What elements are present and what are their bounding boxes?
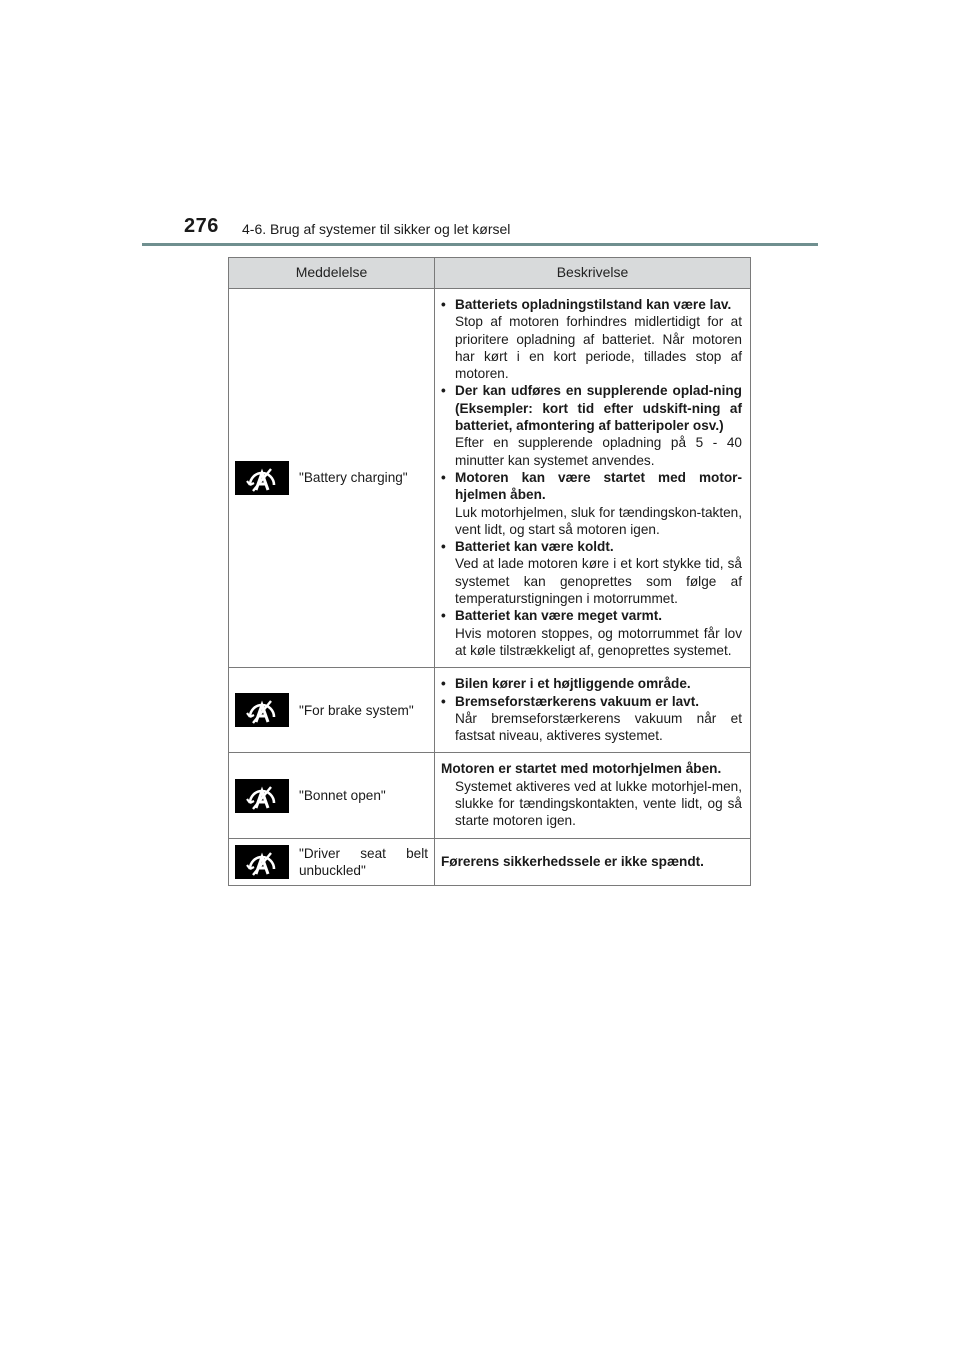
bullet-icon: • xyxy=(441,676,446,692)
table-row xyxy=(229,753,751,838)
bullet-icon: • xyxy=(441,693,446,709)
item-heading: Der kan udføres en supplerende oplad-ning (Eksempler: kort tid efter udskift-ning af batteriet, afmontering af batteripoler osv.) xyxy=(455,383,742,434)
list-item xyxy=(441,538,742,607)
page-number: 276 xyxy=(184,215,219,237)
table-header-row xyxy=(229,258,751,289)
section-title: 4-6. Brug af systemer til sikker og let kørsel xyxy=(242,221,511,237)
item-heading: Motoren er startet med motorhjelmen åben. xyxy=(441,761,722,777)
item-heading: Batteriet kan være meget varmt. xyxy=(455,608,663,624)
list-item xyxy=(441,296,742,382)
stop-start-off-icon xyxy=(235,779,289,813)
header-rule xyxy=(142,243,818,246)
list-item xyxy=(441,607,742,659)
message-text: "Driver seat belt unbuckled" xyxy=(299,845,428,878)
list-item xyxy=(441,693,742,745)
message-text: "Battery charging" xyxy=(299,470,408,486)
message-text: "For brake system" xyxy=(299,702,414,718)
message-table xyxy=(228,257,751,886)
table-row xyxy=(229,668,751,753)
message-cell xyxy=(229,838,435,886)
bullet-icon: • xyxy=(441,469,446,485)
description-cell xyxy=(435,838,751,886)
item-body: Systemet aktiveres ved at lukke motorhjel-men, slukke for tændingskontakten, vente lidt, og så starte motoren igen. xyxy=(455,778,742,829)
item-heading: Batteriets opladningstilstand kan være lav. xyxy=(455,297,732,312)
column-header-description: Beskrivelse xyxy=(435,258,751,289)
stop-start-off-icon xyxy=(235,845,289,879)
table-row xyxy=(229,289,751,668)
message-cell xyxy=(229,668,435,753)
bullet-icon: • xyxy=(441,383,446,399)
item-body: Stop af motoren forhindres midlertidigt for at prioritere opladning af batteriet. Når motoren har kørt i en kort periode, tillades stop af motoren. xyxy=(455,314,742,382)
column-header-message: Meddelelse xyxy=(229,258,435,289)
item-heading: Bilen kører i et højtliggende område. xyxy=(455,676,691,692)
bullet-icon: • xyxy=(441,297,446,312)
message-text: "Bonnet open" xyxy=(299,787,386,803)
description-cell xyxy=(435,668,751,753)
item-body: Hvis motoren stoppes, og motorrummet får lov at køle tilstrækkeligt af, genoprettes systemet. xyxy=(455,625,742,658)
stop-start-off-icon xyxy=(235,693,289,727)
item-body: Efter en supplerende opladning på 5 - 40 minutter kan systemet anvendes. xyxy=(455,435,742,468)
item-heading: Bremseforstærkerens vakuum er lavt. xyxy=(455,693,700,709)
message-cell xyxy=(229,289,435,668)
message-cell xyxy=(229,753,435,838)
item-heading: Motoren kan være startet med motor-hjelmen åben. xyxy=(455,469,742,503)
item-body: Ved at lade motoren køre i et kort stykke tid, så systemet kan genoprettes som følge af temperaturstigningen i motorrummet. xyxy=(455,556,742,607)
stop-start-off-icon xyxy=(235,461,289,495)
item-body: Når bremseforstærkerens vakuum når et fastsat niveau, aktiveres systemet. xyxy=(455,710,742,744)
item-heading: Førerens sikkerhedssele er ikke spændt. xyxy=(441,853,704,869)
list-item xyxy=(441,382,742,468)
list-item xyxy=(441,675,742,692)
page-header xyxy=(142,208,818,248)
bullet-icon: • xyxy=(441,608,446,624)
bullet-icon: • xyxy=(441,539,446,555)
item-heading: Batteriet kan være koldt. xyxy=(455,539,614,555)
item-body: Luk motorhjelmen, sluk for tændingskon-takten, vent lidt, og start så motoren igen. xyxy=(455,504,742,537)
description-cell xyxy=(435,289,751,668)
table-row xyxy=(229,838,751,886)
list-item xyxy=(441,469,742,538)
description-cell xyxy=(435,753,751,838)
